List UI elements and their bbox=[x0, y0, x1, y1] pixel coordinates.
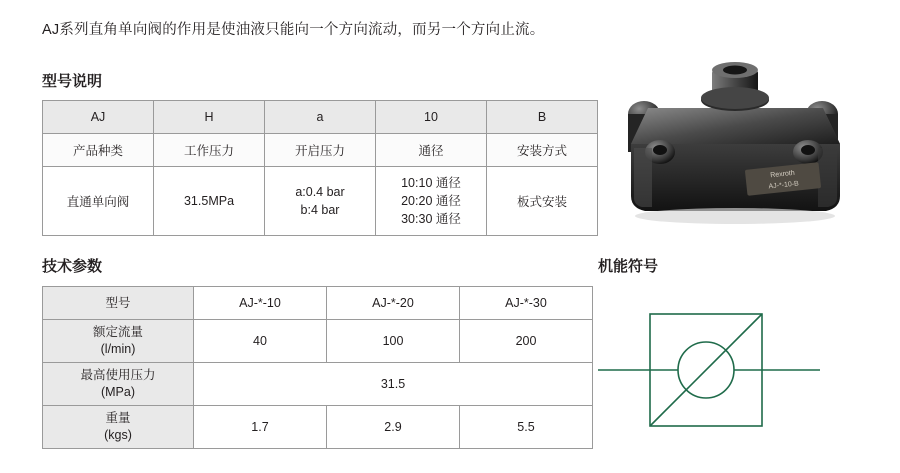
tech-header-cell: AJ-*-30 bbox=[460, 287, 593, 320]
tech-row-label-line: 额定流量 bbox=[92, 325, 143, 340]
model-label-cell: 安装方式 bbox=[487, 134, 598, 167]
table-row bbox=[43, 320, 593, 363]
model-header-cell: H bbox=[154, 101, 265, 134]
valve-cap-hole bbox=[723, 66, 747, 75]
table-row bbox=[43, 287, 593, 320]
bolt-head bbox=[801, 145, 815, 155]
function-symbol-diagram bbox=[598, 286, 858, 456]
model-value-line: 30:30 通径 bbox=[401, 212, 461, 227]
intro-paragraph: AJ系列直角单向阀的作用是使油液只能向一个方向流动，而另一个方向止流。 bbox=[42, 22, 545, 38]
model-value-cell: 直通单向阀 bbox=[43, 167, 154, 236]
svg-text:Rexroth: Rexroth bbox=[769, 169, 796, 180]
tech-value-cell: 5.5 bbox=[460, 406, 593, 449]
body-highlight bbox=[634, 148, 652, 207]
bolt-head bbox=[653, 145, 667, 155]
tech-row-label-line: (MPa) bbox=[100, 385, 136, 399]
section-title-model: 型号说明 bbox=[42, 73, 103, 90]
valve-product-photo bbox=[608, 48, 863, 233]
tech-value-cell: 1.7 bbox=[194, 406, 327, 449]
tech-value-cell: 40 bbox=[194, 320, 327, 363]
tech-value-cell: 100 bbox=[327, 320, 460, 363]
tech-row-label-line: (kgs) bbox=[104, 428, 132, 442]
model-label-cell: 产品种类 bbox=[43, 134, 154, 167]
table-row bbox=[43, 406, 593, 449]
model-label-cell: 通径 bbox=[376, 134, 487, 167]
tech-row-label-line: 最高使用压力 bbox=[80, 368, 156, 383]
model-value-line: a:0.4 bar bbox=[295, 184, 345, 199]
brand-plate-model: AJ-*-10-B bbox=[768, 180, 800, 191]
model-header-cell: 10 bbox=[376, 101, 487, 134]
body-highlight bbox=[818, 148, 837, 207]
model-value-line: b:4 bar bbox=[300, 203, 340, 217]
model-label-cell: 工作压力 bbox=[154, 134, 265, 167]
section-title-tech: 技术参数 bbox=[42, 258, 103, 275]
table-row bbox=[43, 101, 598, 134]
model-header-cell: AJ bbox=[43, 101, 154, 134]
valve-cap-flange-top bbox=[701, 87, 769, 109]
model-value-line: 10:10 通径 bbox=[401, 175, 461, 190]
model-description-table bbox=[42, 100, 598, 236]
tech-value-cell: 200 bbox=[460, 320, 593, 363]
table-row bbox=[43, 134, 598, 167]
table-row bbox=[43, 167, 598, 236]
section-title-symbol: 机能符号 bbox=[598, 258, 659, 275]
model-value-cell bbox=[376, 167, 487, 236]
tech-header-cell: AJ-*-10 bbox=[194, 287, 327, 320]
tech-row-label bbox=[43, 406, 194, 449]
tech-header-cell: AJ-*-20 bbox=[327, 287, 460, 320]
model-label-cell: 开启压力 bbox=[265, 134, 376, 167]
model-value-cell: 板式安装 bbox=[487, 167, 598, 236]
table-row bbox=[43, 363, 593, 406]
tech-row-label bbox=[43, 320, 194, 363]
photo-shadow bbox=[635, 208, 835, 224]
tech-value-cell-merged: 31.5 bbox=[194, 363, 593, 406]
model-header-cell: B bbox=[487, 101, 598, 134]
tech-value-cell: 2.9 bbox=[327, 406, 460, 449]
tech-row-label-line: (l/min) bbox=[100, 342, 136, 356]
model-value-line: 20:20 通径 bbox=[401, 193, 461, 208]
technical-parameters-table bbox=[42, 286, 593, 449]
valve-body-top bbox=[631, 108, 840, 144]
tech-row-label-line: 重量 bbox=[105, 411, 131, 426]
model-value-cell bbox=[265, 167, 376, 236]
model-value-cell: 31.5MPa bbox=[154, 167, 265, 236]
tech-header-label: 型号 bbox=[43, 287, 194, 320]
model-header-cell: a bbox=[265, 101, 376, 134]
tech-row-label bbox=[43, 363, 194, 406]
